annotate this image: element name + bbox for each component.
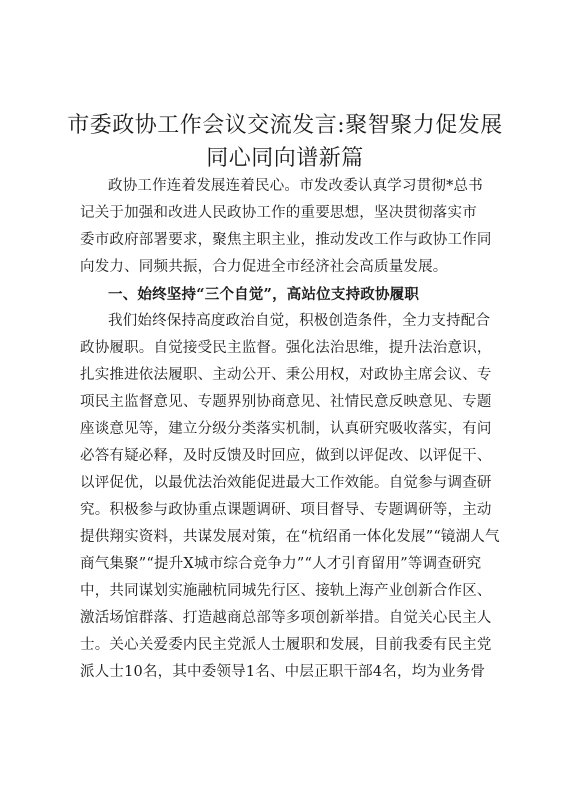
body-line: 士。关心关爱委内民主党派人士履职和发展，目前我委有民主党 bbox=[80, 637, 492, 653]
body-line: 政协工作连着发展连着民心。市发改委认真学习贯彻*总书 bbox=[108, 178, 483, 194]
body-line: 中，共同谋划实施融杭同城先行区、接轨上海产业创新合作区、 bbox=[80, 583, 492, 599]
document-subtitle: 同心同向谱新篇 bbox=[206, 146, 364, 171]
body-line: 派人士10名，其中委领导1名、中层正职干部4名，均为业务骨 bbox=[80, 664, 486, 680]
document-body bbox=[80, 173, 500, 686]
body-line: 项民主监督意见、专题界别协商意见、社情民意反映意见、专题 bbox=[80, 394, 492, 410]
body-line: 必答有疑必释，及时反馈及时回应，做到以评促改、以评促干、 bbox=[80, 448, 492, 464]
body-line: 以评促优，以最优法治效能促进最大工作效能。自觉参与调查研 bbox=[80, 475, 492, 491]
body-line: 向发力、同频共振，合力促进全市经济社会高质量发展。 bbox=[80, 259, 448, 275]
body-line: 激活场馆群落、打造越商总部等多项创新举措。自觉关心民主人 bbox=[80, 610, 492, 626]
body-line: 提供翔实资料，共谋发展对策，在“杭绍甬一体化发展”“镜湖人气 bbox=[80, 529, 500, 545]
body-line: 委市政府部署要求，聚焦主职主业，推动发改工作与政协工作同 bbox=[80, 232, 492, 248]
body-line: 记关于加强和改进人民政协工作的重要思想，坚决贯彻落实市 bbox=[80, 205, 477, 221]
document-title: 市委政协工作会议交流发言:聚智聚力促发展 bbox=[67, 113, 503, 138]
body-line: 究。积极参与政协重点课题调研、项目督导、专题调研等，主动 bbox=[80, 502, 492, 518]
body-line: 扎实推进依法履职、主动公开、秉公用权，对政协主席会议、专 bbox=[80, 367, 492, 383]
body-line: 座谈意见等，建立分级分类落实机制，认真研究吸收落实，有问 bbox=[80, 421, 492, 437]
body-line: 商气集聚”“提升X城市综合竞争力”“人才引育留用”等调查研究 bbox=[80, 556, 482, 572]
section-heading: 一、始终坚持“三个自觉”，高站位支持政协履职 bbox=[108, 286, 420, 303]
body-line: 我们始终保持高度政治自觉，积极创造条件，全力支持配合 bbox=[108, 313, 491, 329]
body-line: 政协履职。自觉接受民主监督。强化法治思维，提升法治意识， bbox=[80, 340, 492, 356]
